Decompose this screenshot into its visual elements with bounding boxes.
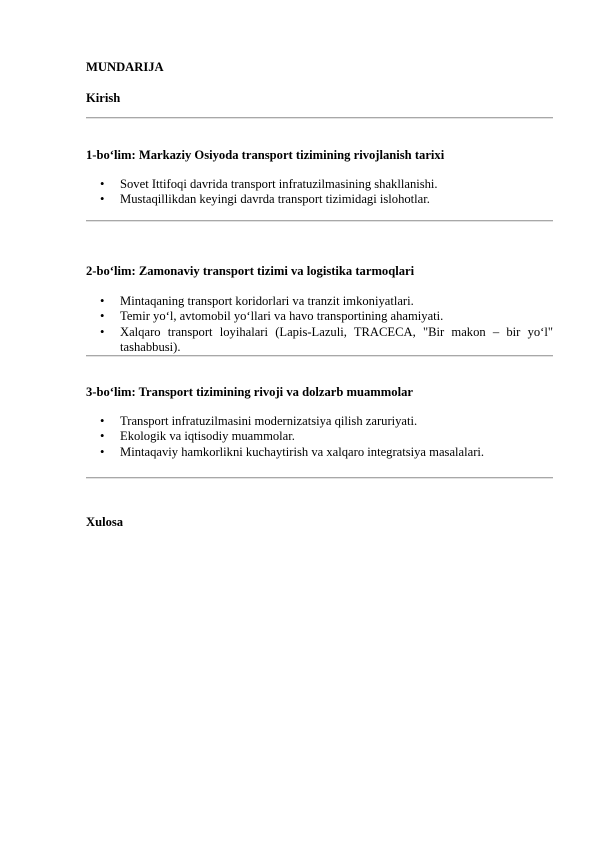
section-2-list	[86, 294, 553, 356]
bullet-icon: •	[100, 309, 105, 324]
list-item-text: Sovet Ittifoqi davrida transport infratuzilmasining shakllanishi.	[120, 177, 438, 191]
section-1-title: 1-bo‘lim: Markaziy Osiyoda transport tizimining rivojlanish tarixi	[86, 148, 445, 162]
divider-line	[86, 477, 553, 479]
bullet-icon: •	[100, 414, 105, 428]
bullet-icon: •	[100, 177, 105, 191]
divider-line	[86, 220, 553, 222]
list-item-text: Temir yo‘l, avtomobil yo‘llari va havo transportining ahamiyati.	[120, 309, 444, 324]
list-item-text: Mintaqaning transport koridorlari va tranzit imkoniyatlari.	[120, 294, 414, 308]
list-item	[86, 309, 553, 324]
list-item	[86, 177, 553, 192]
list-item	[86, 414, 553, 429]
bullet-icon: •	[100, 294, 105, 308]
list-item-text: Xalqaro transport loyihalari (Lapis-Lazuli, TRACECA, "Bir makon – bir yo‘l" tashabbusi).	[120, 324, 553, 355]
conclusion-heading: Xulosa	[86, 515, 124, 529]
list-item	[86, 294, 553, 309]
bullet-icon: •	[100, 192, 105, 207]
section-3-list	[86, 414, 553, 460]
list-item-text: Transport infratuzilmasini modernizatsiya qilish zaruriyati.	[120, 414, 418, 428]
section-3-title: 3-bo‘lim: Transport tizimining rivoji va dolzarb muammolar	[86, 385, 413, 399]
list-item-text: Ekologik va iqtisodiy muammolar.	[120, 429, 295, 444]
list-item	[86, 445, 553, 460]
list-item-text: Mustaqillikdan keyingi davrda transport tizimidagi islohotlar.	[120, 192, 430, 207]
bullet-icon: •	[100, 324, 105, 339]
list-item	[86, 429, 553, 444]
bullet-icon: •	[100, 444, 105, 459]
list-item	[86, 192, 553, 207]
toc-title: MUNDARIJA	[86, 60, 164, 74]
divider-line	[86, 117, 553, 119]
list-item-text: Mintaqaviy hamkorlikni kuchaytirish va xalqaro integratsiya masalalari.	[120, 444, 485, 459]
section-2-title: 2-bo‘lim: Zamonaviy transport tizimi va logistika tarmoqlari	[86, 264, 415, 278]
list-item	[86, 325, 553, 356]
intro-heading: Kirish	[86, 91, 121, 105]
divider-line	[86, 355, 553, 357]
section-1-list	[86, 177, 553, 208]
bullet-icon: •	[100, 429, 105, 444]
